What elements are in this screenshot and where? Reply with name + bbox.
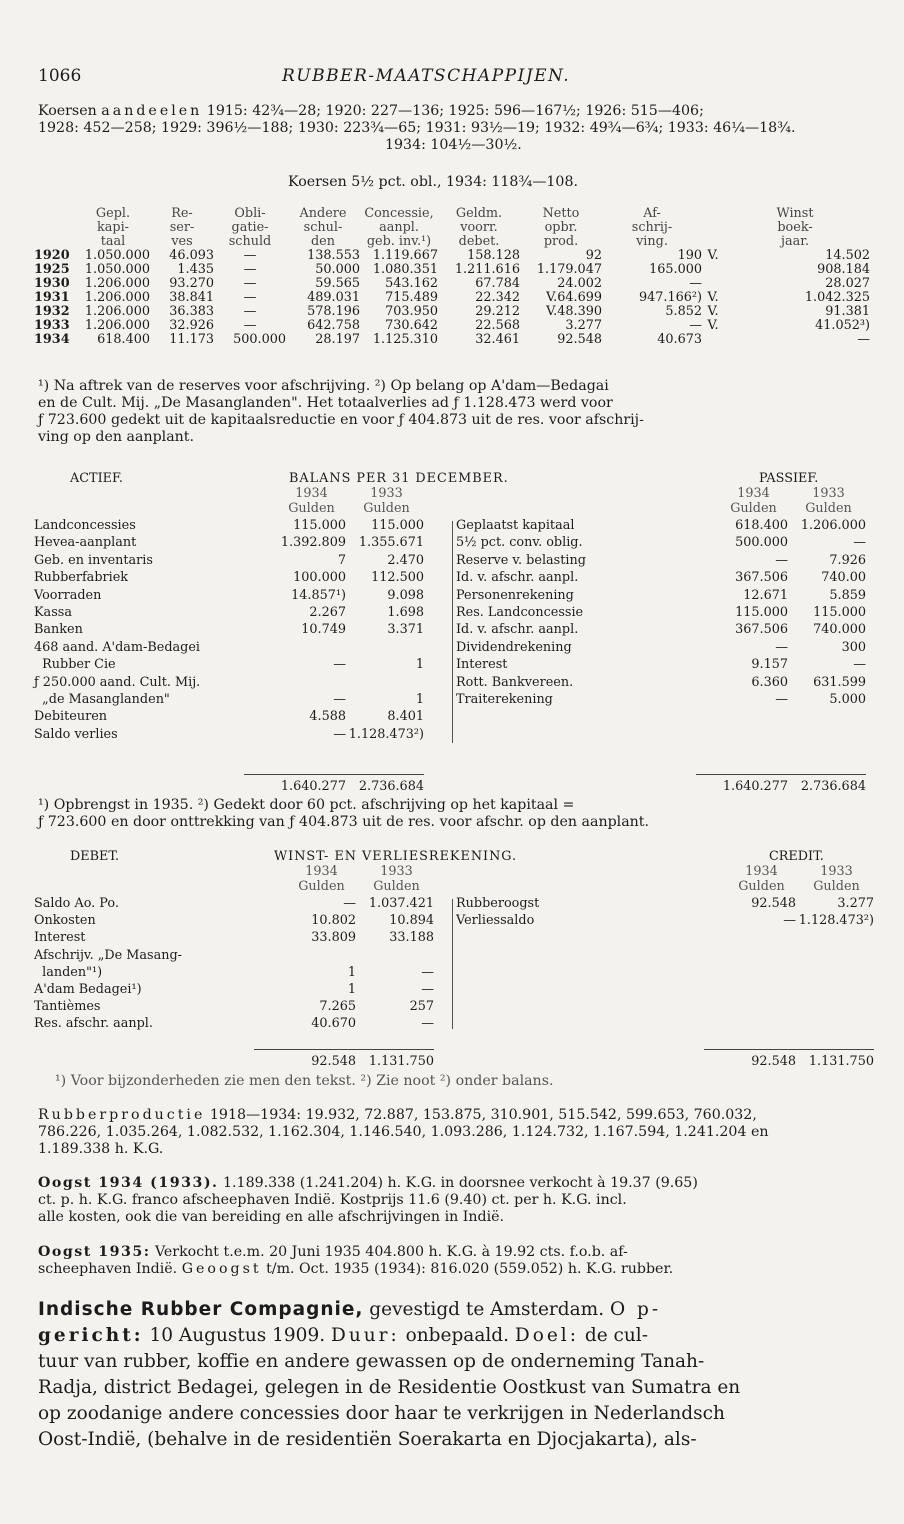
ledger-row	[34, 728, 424, 742]
table-cell: 36.383	[169, 304, 214, 319]
ledger-label: Kassa	[34, 605, 72, 620]
ledger-row	[34, 676, 424, 690]
ledger-row	[34, 693, 424, 707]
winst-section: DEBET. WINST- EN VERLIESREKENING. CREDIT. 1934 1933 Gulden Gulden 1934 1933 Gulden Gulden Saldo Ao. Po. — 1.037.421 Onkosten 10.802 10.894 Interest 33.809 33.188 Afschrijv. „De Masang- landen"¹) 1 — A'dam Bedagei¹) 1 — Tantièmes 7.265 257 Res. afschr. aanpl. 40.670 — Rubberoogst 92.548 3.277 Verliessaldo — 1.128.473²) 92.548 1.131.750 92.548 1.131.750	[34, 849, 874, 1069]
column-header: prod.	[543, 234, 579, 249]
table-cell: 618.400	[97, 332, 150, 347]
ledger-value-1933: 3.277	[837, 896, 874, 911]
column-header: den	[310, 234, 335, 249]
ledger-value-1934: —	[333, 692, 346, 707]
ledger-label: Interest	[34, 930, 86, 946]
column-header: geb. inv.¹)	[366, 234, 432, 249]
company-line-1: Indische Rubber Compagnie, gevestigd te Amsterdam. O p-	[38, 1299, 662, 1320]
year-header: 1934 1933	[295, 486, 403, 501]
table-cell: V.	[707, 248, 719, 263]
column-header: taal	[100, 234, 126, 249]
table-note-line: en de Cult. Mij. „De Masanglanden". Het totaalverlies ad ƒ 1.128.473 werd voor	[38, 395, 613, 411]
column-header: gatie-	[231, 220, 269, 235]
ledger-center-title: WINST- EN VERLIESREKENING.	[274, 849, 518, 864]
ledger-value-1933: 1.698	[387, 605, 424, 620]
table-cell: 500.000	[233, 332, 286, 347]
ledger-value-1934: 1	[347, 982, 356, 997]
table-notes	[38, 378, 644, 446]
ledger-value-1934: 33.809	[311, 930, 356, 946]
table-cell: 703.950	[385, 304, 438, 319]
row-year: 1933	[34, 318, 70, 333]
ledger-left-title: ACTIEF.	[70, 471, 123, 486]
column-header: kapi-	[97, 220, 129, 235]
table-note-line: ¹) Na aftrek van de reserves voor afschrijving. ²) Op belang op A'dam—Bedagai	[38, 378, 609, 394]
ledger-value-1933: 2.470	[387, 552, 424, 568]
ledger-value-1934: —	[333, 657, 346, 673]
table-cell: 1.080.351	[372, 262, 438, 277]
column-header: Geldm.	[455, 206, 503, 221]
ledger-value-1933: 33.188	[389, 930, 434, 946]
table-cell: 1.179.047	[536, 262, 602, 277]
ledger-value-1933: —	[853, 535, 866, 551]
ledger-label: Afschrijv. „De Masang-	[34, 947, 182, 963]
table-cell: —	[243, 318, 257, 333]
productie-line-3: 1.189.338 h. K.G.	[38, 1141, 164, 1157]
table-cell: V.	[707, 290, 719, 305]
ledger-label: 5½ pct. conv. oblig.	[456, 535, 583, 551]
ledger-row	[456, 554, 866, 568]
company-line-3: tuur van rubber, koffie en andere gewassen op de onderneming Tanah-	[38, 1351, 705, 1372]
table-cell: 1.206.000	[84, 290, 150, 305]
table-cell: 1.119.667	[372, 248, 438, 263]
ledger-value-1933: 1.355.671	[358, 535, 424, 551]
unit-header: Gulden Gulden	[730, 501, 852, 516]
ledger-label: Debiteuren	[34, 709, 108, 725]
table-cell: 92.548	[557, 332, 602, 347]
column-header: ves	[171, 234, 193, 249]
table-cell: 1.125.310	[372, 332, 438, 347]
table-cell: —	[689, 276, 702, 291]
ledger-row	[34, 554, 424, 568]
ledger-value-1933: 631.599	[813, 674, 866, 690]
ledger-value-1934: 7	[337, 552, 346, 568]
ledger-value-1934: 6.360	[751, 674, 788, 690]
ledger-value-1934: 9.157	[751, 657, 788, 673]
ledger-label: Personenrekening	[456, 587, 574, 603]
ledger-label: Geplaatst kapitaal	[456, 518, 575, 533]
ledger-value-1934: 1.392.809	[280, 535, 346, 551]
ledger-value-1933: 10.894	[389, 913, 434, 929]
ledger-value-1933: —	[421, 1016, 434, 1032]
ledger-value-1933: 1.037.421	[368, 896, 434, 911]
table-cell: 1.050.000	[84, 248, 150, 263]
ledger-value-1934: 500.000	[735, 535, 788, 551]
ledger-value-1933: —	[421, 964, 434, 980]
table-cell	[702, 263, 724, 277]
ledger-row	[456, 589, 866, 603]
ledger-label: Voorraden	[34, 587, 102, 603]
table-cell: 46.093	[169, 248, 214, 263]
unit-header: Gulden Gulden	[298, 879, 420, 894]
ledger-value-1933: 740.00	[821, 570, 866, 586]
unit-header: Gulden Gulden	[738, 879, 860, 894]
ledger-label: Onkosten	[34, 913, 96, 929]
oogst-1934-line-1: Oogst 1934 (1933). 1.189.338 (1.241.204) h. K.G. in doorsnee verkocht à 19.37 (9.65)	[38, 1175, 698, 1191]
total-rule	[696, 774, 866, 775]
ledger-label: A'dam Bedagei¹)	[34, 982, 142, 997]
table-cell: 3.277	[565, 318, 602, 333]
ledger-row	[456, 519, 866, 533]
oogst-1934-line-2: ct. p. h. K.G. franco afscheephaven Indië. Kostprijs 11.6 (9.40) ct. per h. K.G. incl.	[38, 1192, 627, 1208]
row-year: 1934	[34, 332, 70, 347]
table-cell: V.	[707, 304, 719, 319]
ledger-value-1933: 5.000	[829, 692, 866, 707]
table-cell: 24.002	[557, 276, 602, 291]
table-cell: 642.758	[307, 318, 360, 333]
ledger-label: Id. v. afschr. aanpl.	[456, 622, 579, 638]
ledger-label: Rubberfabriek	[34, 570, 129, 586]
table-cell: 22.568	[475, 318, 520, 333]
ledger-row	[34, 983, 434, 997]
ledger-row	[34, 641, 424, 655]
financial-grid	[34, 207, 870, 347]
table-cell: 50.000	[315, 262, 360, 277]
ledger-value-1933: 1.206.000	[800, 518, 866, 533]
table-cell: 22.342	[475, 290, 520, 305]
balans-note-line: ¹) Opbrengst in 1935. ²) Gedekt door 60 pct. afschrijving op het kapitaal =	[38, 797, 575, 813]
table-cell: 1.050.000	[84, 262, 150, 277]
ledger-value-1934: —	[343, 896, 356, 911]
column-header: jaar.	[781, 234, 810, 249]
table-cell: 1.206.000	[84, 276, 150, 291]
page-number: 1066	[38, 66, 82, 86]
table-header-row	[34, 221, 870, 235]
ledger-value-1934: 10.749	[301, 622, 346, 638]
column-header: opbr.	[544, 220, 578, 235]
column-header: debet.	[458, 234, 500, 249]
ledger-value-1934: 92.548	[751, 896, 796, 911]
table-row	[34, 277, 870, 291]
column-header: Gepl.	[95, 206, 131, 221]
ledger-value-1933: —	[421, 982, 434, 997]
ledger-label: Saldo verlies	[34, 726, 118, 742]
ledger-value-1933: 3.371	[387, 622, 424, 638]
year-header: 1934 1933	[737, 486, 845, 501]
row-year: 1930	[34, 276, 70, 291]
row-year: 1931	[34, 290, 70, 305]
column-divider	[452, 521, 453, 743]
table-cell: 28.027	[825, 276, 871, 291]
ledger-row	[34, 949, 434, 963]
ledger-value-1934: 7.265	[319, 999, 356, 1015]
table-cell: 32.461	[475, 332, 520, 347]
ledger-value-1933: —	[853, 657, 866, 673]
ledger-row	[34, 710, 424, 724]
company-line-4: Radja, district Bedagei, gelegen in de Residentie Oostkust van Sumatra en	[38, 1377, 741, 1398]
table-cell: 1.206.000	[84, 318, 150, 333]
column-header: Obli-	[234, 206, 266, 221]
ledger-value-1934: —	[775, 692, 788, 707]
total-rule	[704, 1049, 874, 1050]
table-cell: 543.162	[385, 276, 438, 291]
ledger-value-1934: —	[333, 726, 346, 742]
ledger-row	[456, 693, 866, 707]
ledger-value-1934: —	[775, 639, 788, 655]
table-row	[34, 291, 870, 305]
ledger-label: Res. Landconcessie	[456, 605, 584, 620]
table-cell: V.64.699	[546, 290, 602, 305]
table-cell: 165.000	[649, 262, 702, 277]
total-rule	[244, 774, 424, 775]
column-header: Netto	[542, 206, 580, 221]
ledger-label: Traiterekening	[456, 692, 553, 707]
ledger-value-1934: 14.857¹)	[291, 587, 346, 603]
table-cell	[702, 333, 724, 347]
table-cell: —	[243, 248, 257, 263]
ledger-label: Hevea-aanplant	[34, 535, 137, 551]
ledger-row	[456, 914, 874, 928]
ledger-row	[456, 606, 866, 620]
table-cell: —	[689, 318, 702, 333]
ledger-row	[456, 676, 866, 690]
table-cell: —	[857, 332, 871, 347]
ledger-row	[34, 536, 424, 550]
ledger-label: landen"¹)	[34, 964, 103, 980]
ledger-row	[34, 606, 424, 620]
ledger-row	[34, 1000, 434, 1014]
ledger-center-title: BALANS PER 31 DECEMBER.	[289, 471, 509, 486]
total-rule	[254, 1049, 434, 1050]
column-header: schrij-	[631, 220, 673, 235]
column-header: voorr.	[460, 220, 498, 235]
table-cell: 28.197	[315, 332, 360, 347]
table-note-line: ƒ 723.600 gedekt uit de kapitaalsreductie en voor ƒ 404.873 uit de res. voor afschrij-	[38, 412, 644, 428]
ledger-label: Rott. Bankvereen.	[456, 674, 574, 690]
table-cell: —	[243, 290, 257, 305]
table-header-row	[34, 235, 870, 249]
oogst-1935-line-2: scheephaven Indië. Geoogst t/m. Oct. 1935 (1934): 816.020 (559.052) h. K.G. rubber.	[38, 1261, 674, 1277]
row-year: 1925	[34, 262, 70, 277]
ledger-value-1934: 2.267	[309, 605, 346, 620]
running-title: RUBBER-MAATSCHAPPIJEN.	[282, 66, 571, 86]
ledger-value-1933: 112.500	[371, 570, 424, 586]
table-cell: 908.184	[817, 262, 871, 277]
year-header: 1934 1933	[305, 864, 413, 879]
ledger-row	[34, 931, 434, 945]
table-cell: V.	[707, 318, 719, 333]
koersen-obl: Koersen 5½ pct. obl., 1934: 118¾—108.	[288, 174, 578, 190]
ledger-label: Rubberoogst	[456, 896, 540, 911]
ledger-value-1933: 257	[409, 999, 434, 1015]
ledger-value-1933: 9.098	[387, 587, 424, 603]
ledger-value-1933: 1.128.473²)	[348, 726, 424, 742]
table-cell: 5.852	[665, 304, 702, 319]
table-cell: V.48.390	[546, 304, 602, 319]
table-row	[34, 263, 870, 277]
ledger-row	[456, 897, 874, 911]
ledger-row	[34, 914, 434, 928]
balans-notes	[38, 797, 649, 831]
table-note-line: ving op den aanplant.	[38, 429, 195, 445]
row-year: 1920	[34, 248, 70, 263]
table-cell: —	[243, 304, 257, 319]
column-header: ser-	[169, 220, 195, 235]
column-header: Andere	[299, 206, 347, 221]
table-cell: 40.673	[657, 332, 702, 347]
ledger-value-1934: 367.506	[735, 570, 788, 586]
ledger-row	[456, 658, 866, 672]
table-row	[34, 305, 870, 319]
ledger-row	[34, 1017, 434, 1031]
ledger-value-1933: 8.401	[387, 709, 424, 725]
koersen-line-2: 1928: 452—258; 1929: 396½—188; 1930: 223¾—65; 1931: 93½—19; 1932: 49¾—6¾; 1933: 46¼—18¾.	[38, 120, 796, 136]
ledger-right-title: PASSIEF.	[759, 471, 819, 486]
table-cell: 93.270	[169, 276, 214, 291]
ledger-label: 468 aand. A'dam-Bedagei	[34, 639, 201, 655]
company-line-2: gericht: 10 Augustus 1909. Duur: onbepaald. Doel: de cul-	[38, 1325, 648, 1346]
column-divider	[452, 899, 453, 1029]
ledger-label: „de Masanglanden"	[34, 692, 170, 707]
table-cell: 947.166²)	[638, 290, 702, 305]
ledger-row	[456, 623, 866, 637]
ledger-label: Res. afschr. aanpl.	[34, 1016, 153, 1032]
column-header: Re-	[171, 206, 193, 221]
ledger-value-1933: 1.128.473²)	[798, 913, 874, 929]
table-cell: 29.212	[475, 304, 520, 319]
ledger-label: Verliessaldo	[456, 913, 535, 929]
ledger-row	[456, 536, 866, 550]
table-cell: 489.031	[307, 290, 360, 305]
column-header: Af-	[643, 206, 661, 221]
company-name: Indische Rubber Compagnie,	[38, 1299, 364, 1320]
company-line-6: Oost-Indië, (behalve in de residentiën Soerakarta en Djocjakarta), als-	[38, 1429, 697, 1450]
table-cell: 1.042.325	[804, 290, 871, 305]
table-cell: 715.489	[385, 290, 438, 305]
unit-header: Gulden Gulden	[288, 501, 410, 516]
table-cell: 67.784	[475, 276, 520, 291]
productie-line-2: 786.226, 1.035.264, 1.082.532, 1.162.304, 1.146.540, 1.093.286, 1.124.732, 1.167.594, 1.241.204 en	[38, 1124, 769, 1140]
table-cell	[702, 277, 724, 291]
table-cell: 1.206.000	[84, 304, 150, 319]
ledger-label: Rubber Cie	[34, 657, 116, 673]
ledger-value-1934: —	[783, 913, 796, 929]
table-cell: 91.381	[825, 304, 871, 319]
ledger-value-1934: 618.400	[735, 518, 788, 533]
table-cell: —	[243, 262, 257, 277]
column-header: schul-	[303, 220, 343, 235]
table-cell: 59.565	[315, 276, 360, 291]
ledger-value-1934: 115.000	[735, 605, 788, 620]
ledger-label: Interest	[456, 657, 508, 673]
table-cell: 1.211.616	[454, 262, 520, 277]
table-cell: 38.841	[169, 290, 214, 305]
company-line-5: op zoodanige andere concessies door haar te verkrijgen in Nederlandsch	[38, 1403, 725, 1424]
table-cell: 190	[677, 248, 702, 263]
ledger-row	[34, 966, 434, 980]
koersen-line-1: Koersen aandeelen 1915: 42¾—28; 1920: 227—136; 1925: 596—167½; 1926: 515—406;	[38, 103, 704, 119]
ledger-value-1934: 100.000	[293, 570, 346, 586]
table-cell: 32.926	[169, 318, 214, 333]
column-header: boek-	[777, 220, 813, 235]
koersen-line-3: 1934: 104½—30½.	[385, 137, 522, 153]
ledger-row	[456, 571, 866, 585]
column-header: Concessie,	[364, 206, 434, 221]
ledger-label: Geb. en inventaris	[34, 552, 153, 568]
ledger-row	[34, 589, 424, 603]
productie-line-1: Rubberproductie 1918—1934: 19.932, 72.887, 153.875, 310.901, 515.542, 599.653, 760.032,	[38, 1107, 757, 1123]
balans-section: ACTIEF. BALANS PER 31 DECEMBER. PASSIEF. 1934 1933 Gulden Gulden 1934 1933 Gulden Gulden Landconcessies 115.000 115.000 Hevea-aanplant 1.392.809 1.355.671 Geb. en inventaris 7 2.470 Rubberfabriek 100.000 112.500 Voorraden 14.857¹) 9.098 Kassa 2.267 1.698 Banken 10.749 3.371 468 aand. A'dam-Bedagei Rubber Cie — 1 ƒ 250.000 aand. Cult. Mij. „de Masanglanden" — 1 Debiteuren 4.588 8.401 Saldo verlies — 1.128.473²) Geplaatst kapitaal 618.400 1.206.000 5½ pct. conv. oblig. 500.000 — Reserve v. belasting — 7.926 Id. v. afschr. aanpl. 367.506 740.00 Personenrekening 12.671 5.859 Res. Landconcessie 115.000 115.000 Id. v. afschr. aanpl. 367.506 740.000 Dividendrekening — 300 Interest 9.157 — Rott. Bankvereen. 6.360 631.599 Traiterekening — 5.000 1.640.277 2.736.684 1.640.277 2.736.684	[34, 471, 866, 794]
ledger-value-1934: 40.670	[311, 1016, 356, 1032]
table-cell: 1.435	[177, 262, 214, 277]
table-cell: 158.128	[467, 248, 520, 263]
ledger-value-1934: —	[775, 552, 788, 568]
column-header: Winst	[776, 206, 814, 221]
oogst-1934-line-3: alle kosten, ook die van bereiding en alle afschrijvingen in Indië.	[38, 1209, 505, 1225]
oogst-1935-line-1: Oogst 1935: Verkocht t.e.m. 20 Juni 1935 404.800 h. K.G. à 19.92 cts. f.o.b. af-	[38, 1244, 628, 1260]
column-header: schuld	[228, 234, 272, 249]
ledger-row	[34, 571, 424, 585]
table-row	[34, 333, 870, 347]
winst-note: ¹) Voor bijzonderheden zie men den tekst. ²) Zie noot ²) onder balans.	[55, 1073, 554, 1089]
ledger-value-1933: 115.000	[371, 518, 424, 533]
table-cell: 41.052³)	[815, 318, 871, 333]
table-cell: 14.502	[825, 248, 871, 263]
table-cell: 578.196	[307, 304, 360, 319]
ledger-row	[34, 519, 424, 533]
financial-table	[34, 207, 870, 347]
ledger-value-1933: 5.859	[829, 587, 866, 603]
ledger-value-1933: 300	[841, 639, 866, 655]
ledger-row	[34, 658, 424, 672]
ledger-label: Id. v. afschr. aanpl.	[456, 570, 579, 586]
row-year: 1932	[34, 304, 70, 319]
table-header-row	[34, 207, 870, 221]
ledger-value-1933: 740.000	[813, 622, 866, 638]
ledger-label: Reserve v. belasting	[456, 552, 586, 568]
ledger-label: Landconcessies	[34, 518, 136, 533]
ledger-value-1934: 1	[347, 964, 356, 980]
ledger-label: Banken	[34, 622, 83, 638]
ledger-row	[34, 623, 424, 637]
ledger-row	[456, 641, 866, 655]
table-cell: 92	[585, 248, 602, 263]
table-cell: 730.642	[385, 318, 438, 333]
column-header: aanpl.	[379, 220, 419, 235]
ledger-value-1934: 12.671	[743, 587, 788, 603]
ledger-value-1933: 1	[415, 692, 424, 707]
ledger-value-1933: 1	[415, 657, 424, 673]
ledger-value-1934: 115.000	[293, 518, 346, 533]
ledger-value-1933: 115.000	[813, 605, 866, 620]
balans-note-line: ƒ 723.600 en door onttrekking van ƒ 404.873 uit de res. voor afschr. op den aanplant.	[38, 814, 650, 830]
table-cell: —	[243, 276, 257, 291]
ledger-left-title: DEBET.	[70, 849, 120, 864]
table-row	[34, 319, 870, 333]
column-header: ving.	[636, 234, 668, 249]
year-header: 1934 1933	[745, 864, 853, 879]
ledger-label: Dividendrekening	[456, 639, 572, 655]
ledger-label: Saldo Ao. Po.	[34, 896, 119, 911]
ledger-value-1934: 10.802	[311, 913, 356, 929]
ledger-value-1934: 367.506	[735, 622, 788, 638]
ledger-value-1933: 7.926	[829, 552, 866, 568]
ledger-right-title: CREDIT.	[769, 849, 824, 864]
ledger-label: Tantièmes	[34, 999, 101, 1015]
ledger-row	[34, 897, 434, 911]
ledger-label: ƒ 250.000 aand. Cult. Mij.	[34, 674, 201, 690]
table-row	[34, 249, 870, 263]
table-cell: 138.553	[307, 248, 360, 263]
table-cell: 11.173	[169, 332, 214, 347]
ledger-value-1934: 4.588	[309, 709, 346, 725]
